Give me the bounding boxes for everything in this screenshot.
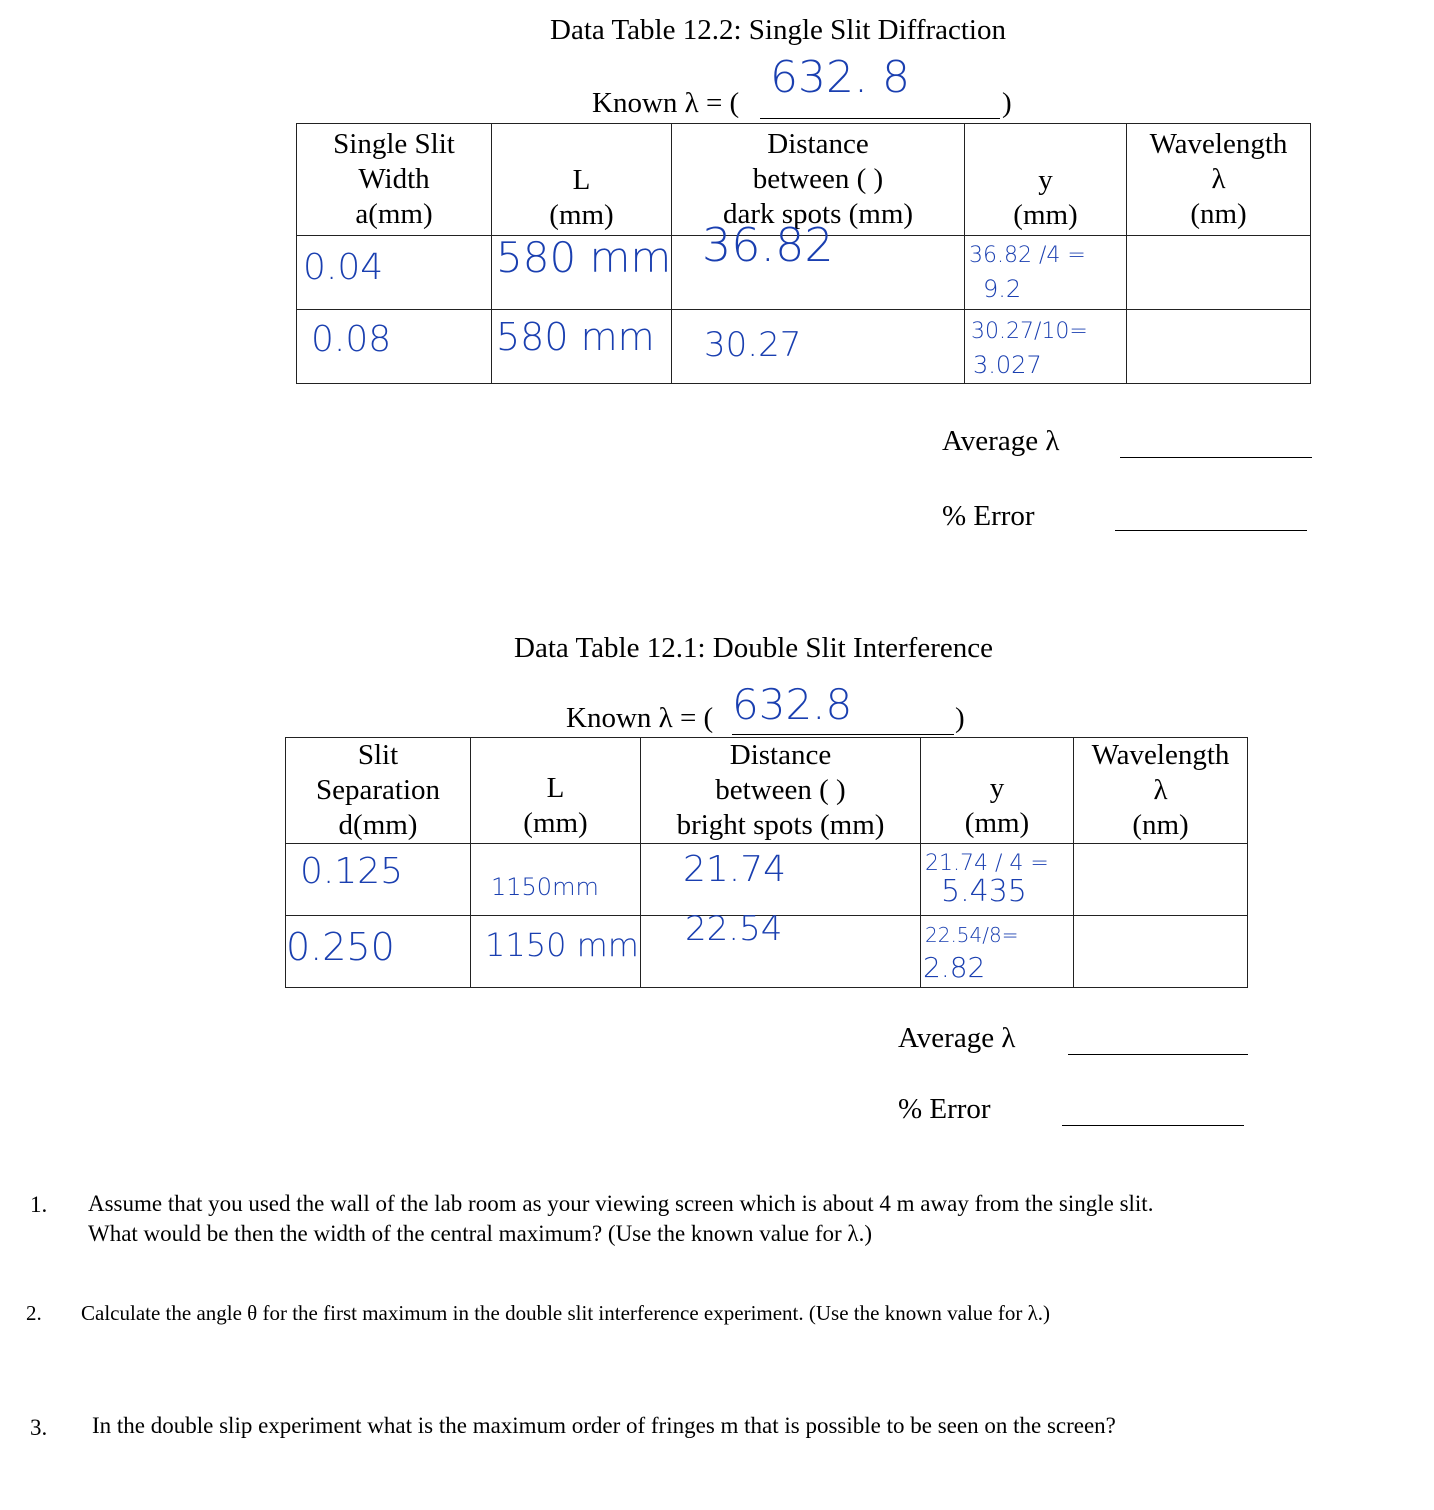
single-slit-error-label: % Error — [942, 500, 1035, 532]
single-slit-error-blank[interactable] — [1115, 530, 1307, 531]
cell-wavelength[interactable] — [1074, 844, 1248, 916]
double-slit-average-label: Average λ — [898, 1022, 1016, 1054]
question-1-text: Assume that you used the wall of the lab room as your viewing screen which is about 4 m away from the single slit. What would be then the width of the central maximum? (Use the known value for λ.) — [88, 1191, 1154, 1246]
cell-distance[interactable]: 30.27 — [672, 310, 965, 384]
cell-d[interactable]: 0.125 — [286, 844, 471, 916]
header-y: y (mm) — [965, 124, 1127, 236]
header-L: L (mm) — [492, 124, 672, 236]
question-3-text: In the double slip experiment what is the maximum order of fringes m that is possible to be seen on the screen? — [92, 1413, 1116, 1438]
single-slit-known-close: ) — [1002, 87, 1012, 119]
cell-a[interactable]: 0.04 — [297, 236, 492, 310]
cell-y[interactable]: 21.74 / 4 = 5.435 — [921, 844, 1074, 916]
single-slit-average-blank[interactable] — [1120, 457, 1312, 458]
question-1-number: 1. — [30, 1192, 48, 1217]
cell-distance[interactable]: 36.82 — [672, 236, 965, 310]
header-distance: Distance between ( ) dark spots (mm) — [672, 124, 965, 236]
header-distance: Distance between ( ) bright spots (mm) — [641, 738, 921, 844]
header-slit-width: Single Slit Width a(mm) — [297, 124, 492, 236]
cell-distance[interactable]: 22.54 — [641, 916, 921, 988]
double-slit-title: Data Table 12.1: Double Slit Interference — [514, 632, 993, 664]
single-slit-known-value: 632. 8 — [770, 52, 910, 103]
single-slit-known-label: Known λ = ( — [592, 87, 740, 119]
double-slit-average-blank[interactable] — [1068, 1054, 1248, 1055]
question-3-number: 3. — [30, 1415, 48, 1440]
header-L: L (mm) — [471, 738, 641, 844]
double-slit-error-label: % Error — [898, 1093, 991, 1125]
header-y: y (mm) — [921, 738, 1074, 844]
cell-y[interactable]: 30.27/10= 3.027 — [965, 310, 1127, 384]
double-slit-known-label: Known λ = ( — [566, 702, 714, 734]
double-slit-table — [285, 737, 1248, 988]
single-slit-average-label: Average λ — [942, 425, 1060, 457]
table-row — [286, 844, 1248, 916]
header-slit-separation: Slit Separation d(mm) — [286, 738, 471, 844]
table-row — [297, 310, 1311, 384]
single-slit-table — [296, 123, 1311, 384]
cell-a[interactable]: 0.08 — [297, 310, 492, 384]
table-row — [286, 916, 1248, 988]
single-slit-title: Data Table 12.2: Single Slit Diffraction — [550, 14, 1006, 46]
header-wavelength: Wavelength λ (nm) — [1074, 738, 1248, 844]
header-wavelength: Wavelength λ (nm) — [1127, 124, 1311, 236]
cell-wavelength[interactable] — [1074, 916, 1248, 988]
cell-y[interactable]: 36.82 /4 = 9.2 — [965, 236, 1127, 310]
table-row — [297, 236, 1311, 310]
cell-distance[interactable]: 21.74 — [641, 844, 921, 916]
cell-L[interactable]: 1150mm — [471, 844, 641, 916]
double-slit-known-close: ) — [955, 702, 965, 734]
cell-wavelength[interactable] — [1127, 236, 1311, 310]
question-2-number: 2. — [26, 1301, 42, 1325]
question-2-text: Calculate the angle θ for the first maximum in the double slit interference experiment. (Use the known value for λ.) — [81, 1301, 1051, 1325]
cell-d[interactable]: 0.250 — [286, 916, 471, 988]
double-slit-known-value: 632.8 — [732, 680, 853, 729]
cell-L[interactable]: 580 mm — [492, 310, 672, 384]
cell-L[interactable]: 580 mm — [492, 236, 672, 310]
double-slit-error-blank[interactable] — [1062, 1125, 1244, 1126]
cell-wavelength[interactable] — [1127, 310, 1311, 384]
table-header-row — [286, 738, 1248, 844]
double-slit-known-blank[interactable] — [732, 734, 954, 735]
single-slit-known-blank[interactable] — [760, 118, 1000, 119]
cell-L[interactable]: 1150 mm — [471, 916, 641, 988]
cell-y[interactable]: 22.54/8= 2.82 — [921, 916, 1074, 988]
